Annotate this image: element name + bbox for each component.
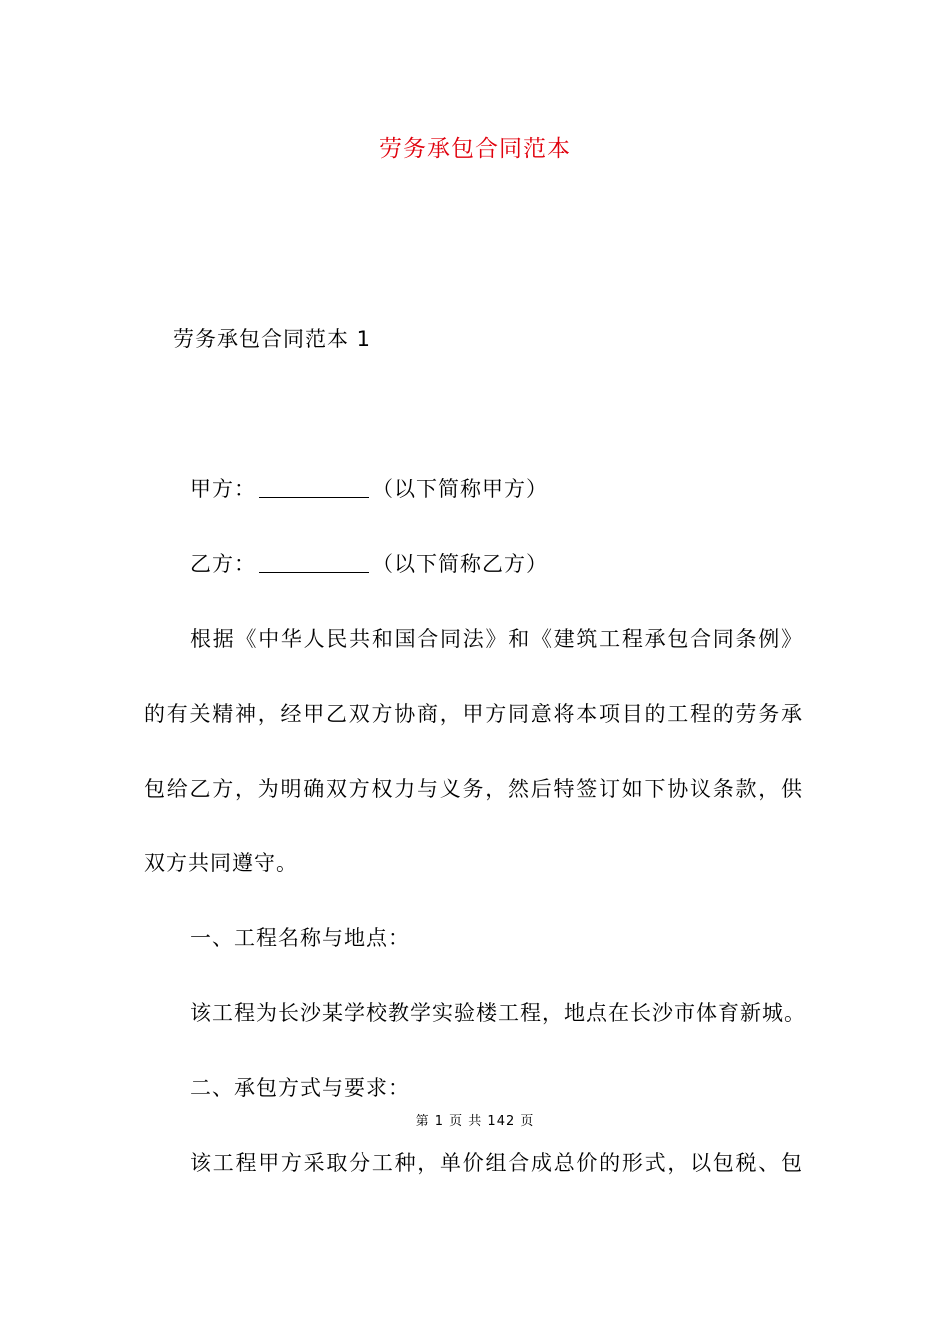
party-a-line <box>190 472 548 506</box>
intro-line-1: 根据《中华人民共和国合同法》和《建筑工程承包合同条例》 <box>190 627 802 651</box>
intro-line-2: 的有关精神，经甲乙双方协商，甲方同意将本项目的工程的劳务承 <box>144 702 802 726</box>
party-b-label: 乙方： <box>190 552 256 576</box>
intro-line-4: 双方共同遵守。 <box>144 851 298 875</box>
intro-line-3: 包给乙方，为明确双方权力与义务，然后特签订如下协议条款，供 <box>144 777 802 801</box>
page-number: 第 1 页 共 142 页 <box>415 1114 535 1129</box>
section-2-heading: 二、承包方式与要求： <box>190 1076 410 1100</box>
section-2-text: 该工程甲方采取分工种，单价组合成总价的形式，以包税、包 <box>190 1151 802 1175</box>
document-title: 劳务承包合同范本 <box>379 136 571 162</box>
contract-subtitle: 劳务承包合同范本 1 <box>173 327 372 351</box>
party-a-note: （以下简称甲方） <box>372 477 548 501</box>
party-a-blank <box>259 475 369 498</box>
party-b-line <box>190 547 548 581</box>
section-1-heading: 一、工程名称与地点： <box>190 926 410 950</box>
section-1-text: 该工程为长沙某学校教学实验楼工程，地点在长沙市体育新城。 <box>190 1001 806 1025</box>
party-a-label: 甲方： <box>190 477 256 501</box>
party-b-blank <box>259 550 369 573</box>
party-b-note: （以下简称乙方） <box>372 552 548 576</box>
